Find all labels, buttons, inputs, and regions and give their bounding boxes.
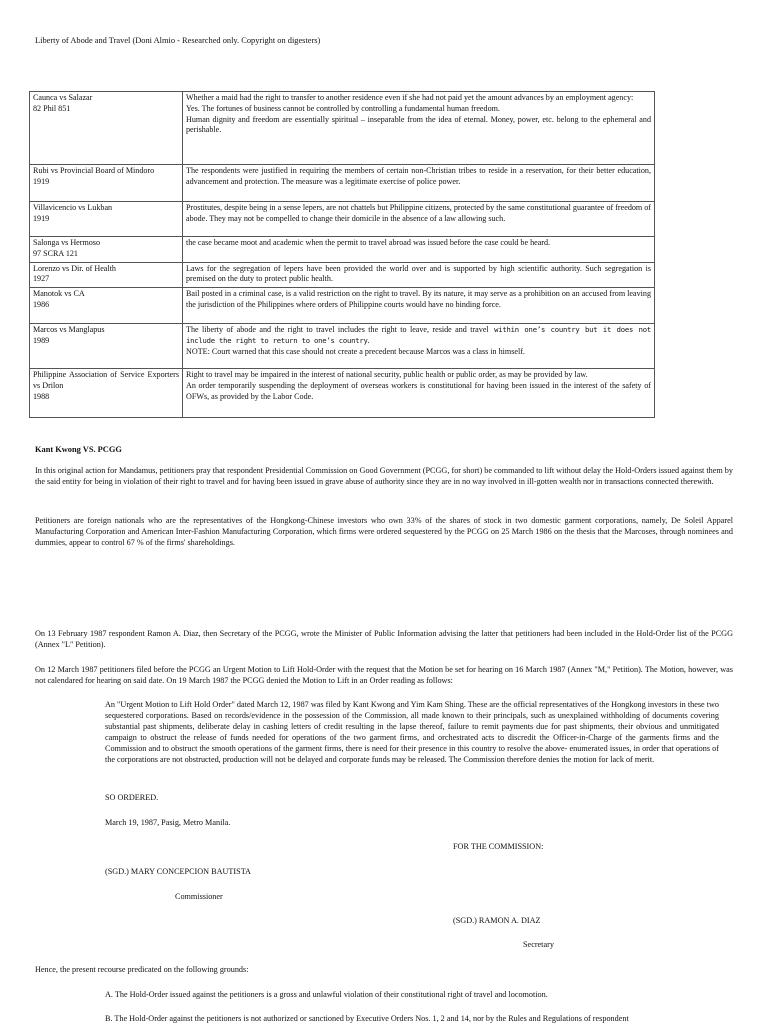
ruling-cell [183, 237, 655, 263]
case-name: Caunca vs Salazar [33, 93, 93, 102]
paragraph: On 13 February 1987 respondent Ramon A. Diaz, then Secretary of the PCGG, wrote the Minister of Public Information advising the latter that petitioners had been included in the Hold-Order list of the PCGG (Annex "L" Petition). [35, 629, 733, 649]
ruling-text-emphasis: within one’s country but it does not include the right to return to one’s country [186, 325, 651, 345]
case-digest-table [29, 91, 655, 418]
case-name: Salonga vs Hermoso [33, 238, 100, 247]
case-name-cell [30, 324, 183, 369]
case-citation: 82 Phil 851 [33, 103, 71, 113]
case-name: Manotok vs CA [33, 289, 85, 298]
ruling-text-part: The liberty of abode and the right to travel includes the right to leave, reside and travel [186, 325, 489, 334]
ruling-cell [183, 369, 655, 418]
case-name-cell [30, 369, 183, 418]
ruling-cell [183, 92, 655, 165]
page-header: Liberty of Abode and Travel (Doni Almio - Researched only. Copyright on digesters) [35, 36, 321, 45]
ruling-text: The respondents were justified in requiring the members of certain non-Christian tribes to reside in a reservation, for their better education, advancement and protection. The measure was a legitimate exercise of police power. [186, 166, 651, 186]
case-name-cell [30, 92, 183, 165]
table-row [30, 237, 655, 263]
table-row [30, 369, 655, 418]
ruling-text: An order temporarily suspending the deployment of overseas workers is constitutional for having been issued in the interest of the safety of OFWs, as provided by the Labor Code. [186, 380, 651, 401]
case-name-cell [30, 288, 183, 324]
ruling-cell [183, 202, 655, 237]
ruling-cell [183, 165, 655, 202]
table-row [30, 165, 655, 202]
ruling-cell [183, 262, 655, 288]
case-citation: 1919 [33, 213, 50, 223]
ruling-text: Bail posted in a criminal case, is a valid restriction on the right to travel. By its nature, it may serve as a prohibition on an accused from leaving the jurisdiction of the Philippines where orders of Philippine courts would have no binding force. [186, 289, 651, 309]
signatory-title: Commissioner [175, 892, 223, 901]
section-title: Kant Kwong VS. PCGG [35, 445, 122, 454]
ruling-note: NOTE: Court warned that this case should not create a precedent because Marcos was a class in himself. [186, 346, 525, 356]
table-row [30, 324, 655, 369]
case-citation: 1989 [33, 335, 50, 345]
case-name: Villavicencio vs Lukban [33, 203, 113, 212]
ruling-text: Human dignity and freedom are essentially spiritual – inseparable from the idea of eternal. Money, power, etc. belong to the ephemeral and perishable. [186, 114, 651, 135]
paragraph: On 12 March 1987 petitioners filed before the PCGG an Urgent Motion to Lift Hold-Order with the request that the Motion be set for hearing on 16 March 1987 (Annex "M," Petition). The Motion, however, was not calendared for hearing on said date. On 19 March 1987 the PCGG denied the Motion to Lift in an Order reading as follows: [35, 665, 733, 685]
ruling-text: Prostitutes, despite being in a sense lepers, are not chattels but Philippine citizens, protected by the same constitutional guarantee of freedom of abode. They may not be compelled to change their domicile in the absence of a law allowing such. [186, 203, 651, 223]
ground-item: A. The Hold-Order issued against the petitioners is a gross and unlawful violation of their constitutional right of travel and locomotion. [105, 990, 548, 999]
ruling-text: Right to travel may be impaired in the interest of national security, public health or public order, as may be provided by law. [186, 370, 588, 379]
quoted-order: An "Urgent Motion to Lift Hold Order" dated March 12, 1987 was filed by Kant Kwong and Yim Kam Shing. These are the official representatives of the Hongkong investors in these two sequestered corporations. Based on records/evidence in the possession of the Commission, all made known to their principals, such as unexplained withholding of documents covering substantial past shipments, deliberate delay in cashing letters of credit resulting in the lapse thereof, failure to remit payments due for past shipments, their obvious and unmitigated campaign to obstruct the release of funds needed for operations of the two garment firms, and orchestrated acts to discredit the Officer-in-Charge of the garments firms and the Commission and to obstruct the smooth operations of the garment firms, there is need for their presence in this country to resolve the above- enumerated issues, in order that operations of the corporations are not obstructed, production will not be delayed and corporate funds may be released. The Commission therefore denies the motion for lack of merit. [105, 700, 719, 764]
case-name: Lorenzo vs Dir. of Health [33, 263, 116, 273]
case-citation: 1988 [33, 391, 50, 401]
case-name: Marcos vs Manglapus [33, 325, 105, 334]
signatory-name: (SGD.) RAMON A. DIAZ [453, 916, 541, 925]
ruling-cell [183, 288, 655, 324]
case-name-cell [30, 165, 183, 202]
table-row [30, 202, 655, 237]
ruling-text: Yes. The fortunes of business cannot be controlled by controlling a fundamental human freedom. [186, 103, 500, 113]
ruling-text: the case became moot and academic when the permit to travel abroad was issued before the case could be heard. [186, 238, 551, 247]
case-name-cell [30, 202, 183, 237]
case-name-cell [30, 237, 183, 263]
ruling-text: Whether a maid had the right to transfer to another residence even if she had not paid yet the amount advances by an employment agency: [186, 93, 634, 102]
ruling-cell [183, 324, 655, 369]
table-row [30, 92, 655, 165]
case-name-cell [30, 262, 183, 288]
case-citation: 1986 [33, 299, 50, 309]
paragraph: In this original action for Mandamus, petitioners pray that respondent Presidential Commission on Good Government (PCGG, for short) be commanded to lift without delay the Hold-Orders issued against them by the said entity for being in violation of their right to travel and for having been issued in grave abuse of authority since they are in no way involved in ill-gotten wealth nor in transactions connected therewith. [35, 466, 733, 486]
order-date: March 19, 1987, Pasig, Metro Manila. [105, 818, 231, 827]
case-name: Rubi vs Provincial Board of Mindoro [33, 166, 155, 175]
paragraph: Petitioners are foreign nationals who are the representatives of the Hongkong-Chinese investors who own 33% of the shares of stock in two domestic garment corporations, namely, De Soleil Apparel Manufacturing Corporation and American Inter-Fashion Manufacturing Corporation, which firms were ordered sequestered by the PCGG on 25 March 1986 on the thesis that the Marcoses, through nominees and dummies, appear to control 67 % of the firms' shareholdings. [35, 516, 733, 547]
signatory-title: Secretary [523, 940, 554, 949]
so-ordered: SO ORDERED. [105, 793, 159, 802]
ruling-text-part: . [367, 335, 370, 345]
signatory-name: (SGD.) MARY CONCEPCION BAUTISTA [105, 867, 251, 876]
for-the-commission: FOR THE COMMISSION: [453, 842, 544, 851]
ruling-text [186, 325, 651, 347]
ground-item: B. The Hold-Order against the petitioners is not authorized or sanctioned by Executive Orders Nos. 1, 2 and 14, nor by the Rules and Regulations of respondent [105, 1014, 629, 1023]
grounds-intro: Hence, the present recourse predicated on the following grounds: [35, 965, 249, 974]
table-row [30, 262, 655, 288]
case-citation: 97 SCRA 121 [33, 248, 78, 258]
case-citation: 1927 [33, 274, 50, 284]
case-citation: 1919 [33, 176, 50, 186]
ruling-text: Laws for the segregation of lepers have been provided the world over and is supported by high scientific authority. Such segregation is premised on the duty to protect public health. [186, 263, 651, 284]
table-row [30, 288, 655, 324]
case-name: Philippine Association of Service Exporters vs Drilon [33, 370, 179, 390]
